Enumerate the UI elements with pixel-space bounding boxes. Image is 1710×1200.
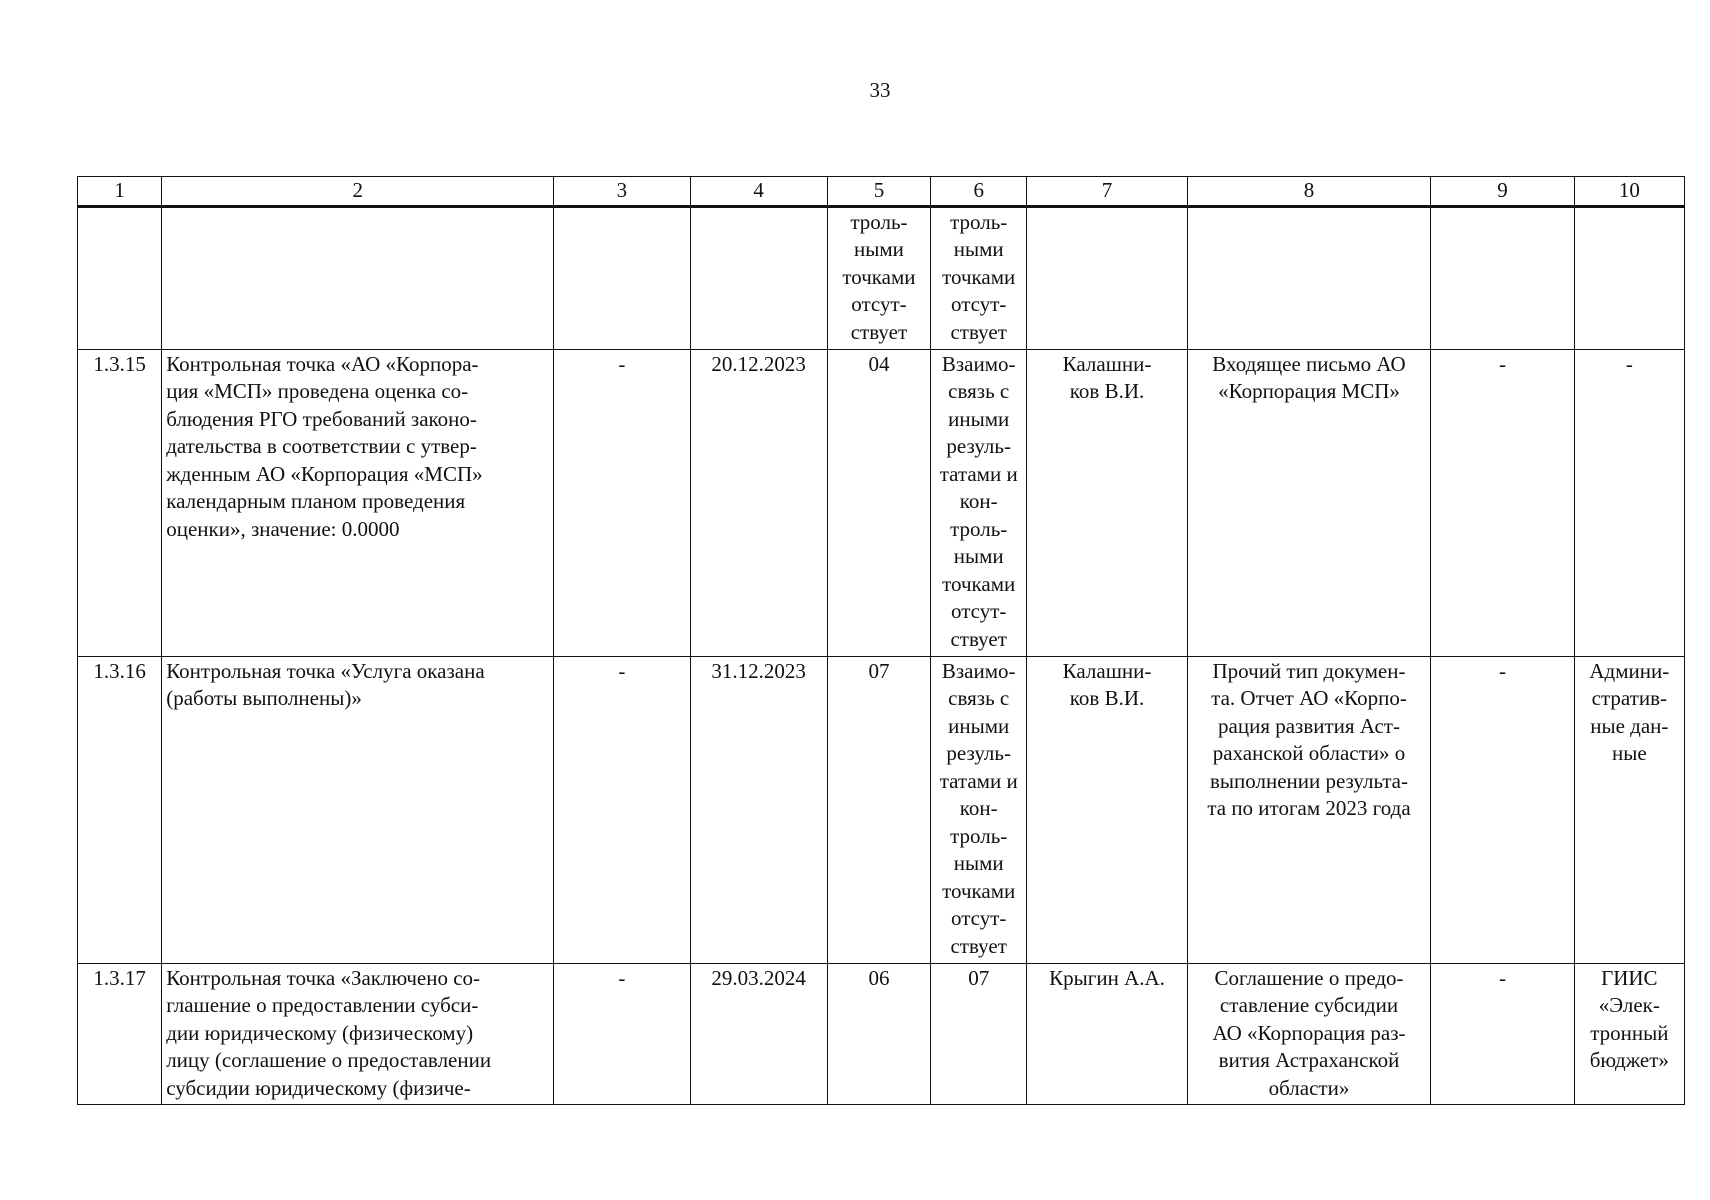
date-cell: 31.12.2023 xyxy=(690,656,827,963)
table-cell xyxy=(554,206,690,349)
column-header: 6 xyxy=(931,177,1027,207)
responsible-cell: Крыгин А.А. xyxy=(1027,963,1187,1104)
table-cell xyxy=(1574,206,1684,349)
column-header: 7 xyxy=(1027,177,1187,207)
responsible-cell xyxy=(1027,206,1187,349)
table-cell: - xyxy=(1431,963,1574,1104)
responsible-cell: Калашни- ков В.И. xyxy=(1027,349,1187,656)
description-cell: Контрольная точка «АО «Корпора- ция «МСП» проведена оценка со- блюдения РГО требований законо- дательства в соответствии с утвер- жденным АО «Корпорация «МСП» календарным планом проведения оценки», значение: 0.0000 xyxy=(162,349,554,656)
table-cell: - xyxy=(1574,349,1684,656)
table-cell: - xyxy=(1431,656,1574,963)
row-number-cell: 1.3.16 xyxy=(78,656,162,963)
table-cell: 07 xyxy=(827,656,930,963)
description-cell xyxy=(162,206,554,349)
column-header: 5 xyxy=(827,177,930,207)
date-cell xyxy=(690,206,827,349)
table-cell: 04 xyxy=(827,349,930,656)
row-number-cell xyxy=(78,206,162,349)
table-header-row xyxy=(78,177,1685,207)
document-cell: Прочий тип докумен- та. Отчет АО «Корпо- рация развития Аст- раханской области» о выполнении результа- та по итогам 2023 года xyxy=(1187,656,1431,963)
document-cell: Входящее письмо АО «Корпорация МСП» xyxy=(1187,349,1431,656)
description-cell: Контрольная точка «Заключено со- глашение о предоставлении субси- дии юридическому (физическому) лицу (соглашение о предоставлении субсидии юридическому (физиче- xyxy=(162,963,554,1104)
column-header: 8 xyxy=(1187,177,1431,207)
table-cell: 07 xyxy=(931,963,1027,1104)
date-cell: 20.12.2023 xyxy=(690,349,827,656)
document-cell: Соглашение о предо- ставление субсидии АО «Корпорация раз- вития Астраханской области» xyxy=(1187,963,1431,1104)
table-cell: троль- ными точками отсут- ствует xyxy=(931,206,1027,349)
table-row xyxy=(78,656,1685,963)
table-cell: Админи- стратив- ные дан- ные xyxy=(1574,656,1684,963)
column-header: 1 xyxy=(78,177,162,207)
table-cell: Взаимо- связь с иными резуль- татами и кон- троль- ными точками отсут- ствует xyxy=(931,349,1027,656)
responsible-cell: Калашни- ков В.И. xyxy=(1027,656,1187,963)
table-cell xyxy=(1431,206,1574,349)
document-table xyxy=(77,176,1685,1105)
column-header: 9 xyxy=(1431,177,1574,207)
column-header: 3 xyxy=(554,177,690,207)
column-header: 2 xyxy=(162,177,554,207)
table-cell: 06 xyxy=(827,963,930,1104)
table-cell: Взаимо- связь с иными резуль- татами и кон- троль- ными точками отсут- ствует xyxy=(931,656,1027,963)
column-header: 4 xyxy=(690,177,827,207)
date-cell: 29.03.2024 xyxy=(690,963,827,1104)
document-cell xyxy=(1187,206,1431,349)
table-row xyxy=(78,349,1685,656)
table-cell: - xyxy=(1431,349,1574,656)
description-cell: Контрольная точка «Услуга оказана (работы выполнены)» xyxy=(162,656,554,963)
table-cell: ГИИС «Элек- тронный бюджет» xyxy=(1574,963,1684,1104)
page-number: 33 xyxy=(869,78,891,102)
table-cell: - xyxy=(554,656,690,963)
row-number-cell: 1.3.17 xyxy=(78,963,162,1104)
table-cell: - xyxy=(554,963,690,1104)
table-row xyxy=(78,206,1685,349)
column-header: 10 xyxy=(1574,177,1684,207)
row-number-cell: 1.3.15 xyxy=(78,349,162,656)
table-row xyxy=(78,963,1685,1104)
table-cell: троль- ными точками отсут- ствует xyxy=(827,206,930,349)
table-cell: - xyxy=(554,349,690,656)
